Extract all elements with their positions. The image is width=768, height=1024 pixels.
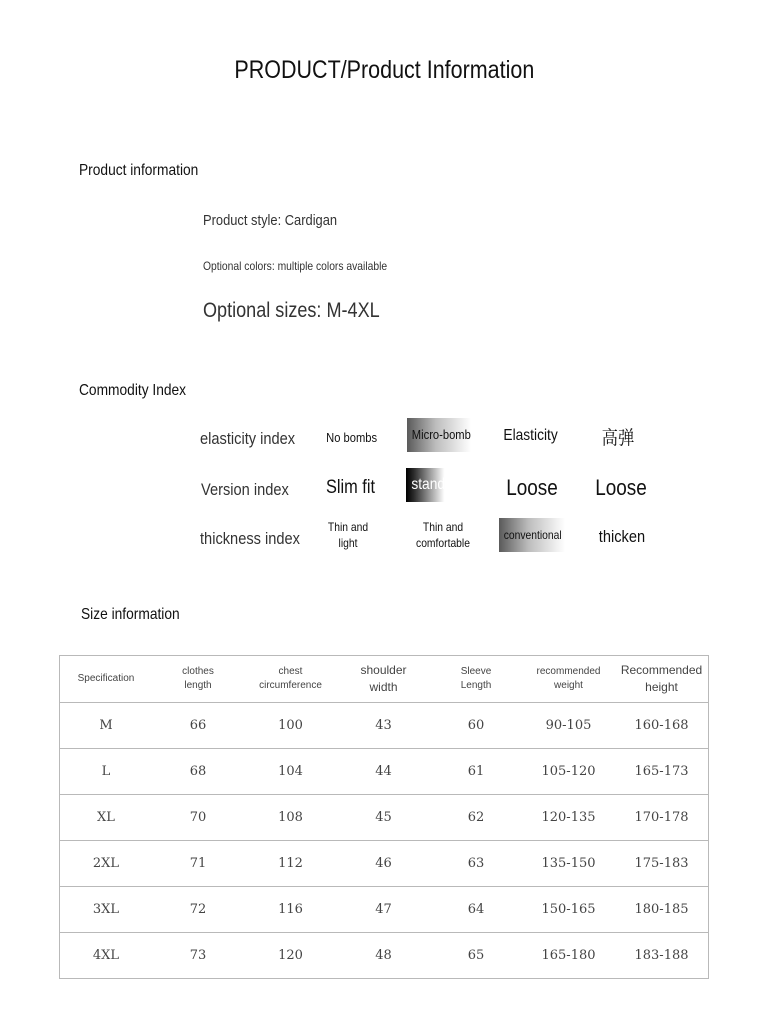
cell-weight: 105-120 bbox=[522, 749, 615, 795]
cell-weight: 165-180 bbox=[522, 933, 615, 979]
thickness-option-thicken: thicken bbox=[598, 527, 646, 546]
cell-shoulder: 47 bbox=[337, 887, 430, 933]
cell-size: XL bbox=[60, 795, 153, 841]
version-option-loose-2: Loose bbox=[595, 475, 647, 500]
product-sizes: Optional sizes: M-4XL bbox=[203, 299, 380, 322]
cell-clothes-length: 73 bbox=[152, 933, 244, 979]
cell-chest: 104 bbox=[244, 749, 337, 795]
table-row bbox=[60, 841, 709, 887]
cell-weight: 90-105 bbox=[522, 703, 615, 749]
thickness-option-thin-comfortable: Thin and comfortable bbox=[416, 520, 470, 550]
table-row bbox=[60, 703, 709, 749]
version-option-slim-fit: Slim fit bbox=[325, 477, 375, 498]
cell-clothes-length: 70 bbox=[152, 795, 244, 841]
cell-chest: 112 bbox=[244, 841, 337, 887]
cell-chest: 108 bbox=[244, 795, 337, 841]
product-colors: Optional colors: multiple colors available bbox=[203, 259, 388, 273]
cell-size: 3XL bbox=[60, 887, 153, 933]
cell-height: 180-185 bbox=[615, 887, 709, 933]
cell-sleeve: 60 bbox=[430, 703, 522, 749]
cell-chest: 120 bbox=[244, 933, 337, 979]
cell-height: 165-173 bbox=[615, 749, 709, 795]
cell-height: 175-183 bbox=[615, 841, 709, 887]
cell-shoulder: 45 bbox=[337, 795, 430, 841]
cell-size: M bbox=[60, 703, 153, 749]
page-title: PRODUCT/Product Information bbox=[234, 56, 534, 84]
cell-sleeve: 63 bbox=[430, 841, 522, 887]
header-recommended-weight: recommended weight bbox=[522, 656, 615, 703]
product-style: Product style: Cardigan bbox=[203, 212, 338, 229]
cell-size: 4XL bbox=[60, 933, 153, 979]
cell-clothes-length: 66 bbox=[152, 703, 244, 749]
table-row bbox=[60, 933, 709, 979]
thickness-index-label: thickness index bbox=[200, 529, 300, 548]
cell-height: 160-168 bbox=[615, 703, 709, 749]
commodity-index-heading: Commodity Index bbox=[79, 382, 187, 399]
cell-size: 2XL bbox=[60, 841, 153, 887]
cell-clothes-length: 68 bbox=[152, 749, 244, 795]
cell-size: L bbox=[60, 749, 153, 795]
header-sleeve-length: Sleeve Length bbox=[430, 656, 522, 703]
thickness-option-conventional-selected: conventional bbox=[499, 518, 565, 552]
size-table-header bbox=[60, 656, 709, 703]
version-option-loose-1: Loose bbox=[506, 475, 558, 500]
cell-clothes-length: 71 bbox=[152, 841, 244, 887]
cell-shoulder: 46 bbox=[337, 841, 430, 887]
cell-chest: 100 bbox=[244, 703, 337, 749]
size-table bbox=[59, 655, 709, 979]
cell-sleeve: 65 bbox=[430, 933, 522, 979]
version-index-label: Version index bbox=[201, 480, 289, 499]
cell-weight: 120-135 bbox=[522, 795, 615, 841]
header-recommended-height: Recommended height bbox=[615, 656, 709, 703]
header-specification: Specification bbox=[60, 656, 153, 703]
version-option-standard-selected: standard bbox=[406, 468, 470, 502]
cell-clothes-length: 72 bbox=[152, 887, 244, 933]
table-row bbox=[60, 749, 709, 795]
cell-height: 183-188 bbox=[615, 933, 709, 979]
table-row bbox=[60, 795, 709, 841]
size-info-heading: Size information bbox=[81, 606, 180, 623]
cell-weight: 135-150 bbox=[522, 841, 615, 887]
cell-sleeve: 64 bbox=[430, 887, 522, 933]
cell-shoulder: 48 bbox=[337, 933, 430, 979]
header-shoulder-width: shoulder width bbox=[337, 656, 430, 703]
elasticity-option-no-bombs: No bombs bbox=[326, 430, 378, 445]
cell-shoulder: 44 bbox=[337, 749, 430, 795]
elasticity-option-elasticity: Elasticity bbox=[503, 427, 559, 444]
header-clothes-length: clothes length bbox=[152, 656, 244, 703]
cell-weight: 150-165 bbox=[522, 887, 615, 933]
cell-sleeve: 61 bbox=[430, 749, 522, 795]
header-chest-circumference: chest circumference bbox=[244, 656, 337, 703]
elasticity-option-high: 高弹 bbox=[601, 428, 635, 449]
cell-height: 170-178 bbox=[615, 795, 709, 841]
elasticity-index-label: elasticity index bbox=[200, 429, 296, 448]
product-info-heading: Product information bbox=[79, 162, 199, 179]
table-row bbox=[60, 887, 709, 933]
cell-chest: 116 bbox=[244, 887, 337, 933]
thickness-option-thin-light: Thin and light bbox=[327, 520, 369, 550]
cell-sleeve: 62 bbox=[430, 795, 522, 841]
elasticity-option-micro-bomb-selected: Micro-bomb bbox=[407, 418, 471, 452]
cell-shoulder: 43 bbox=[337, 703, 430, 749]
